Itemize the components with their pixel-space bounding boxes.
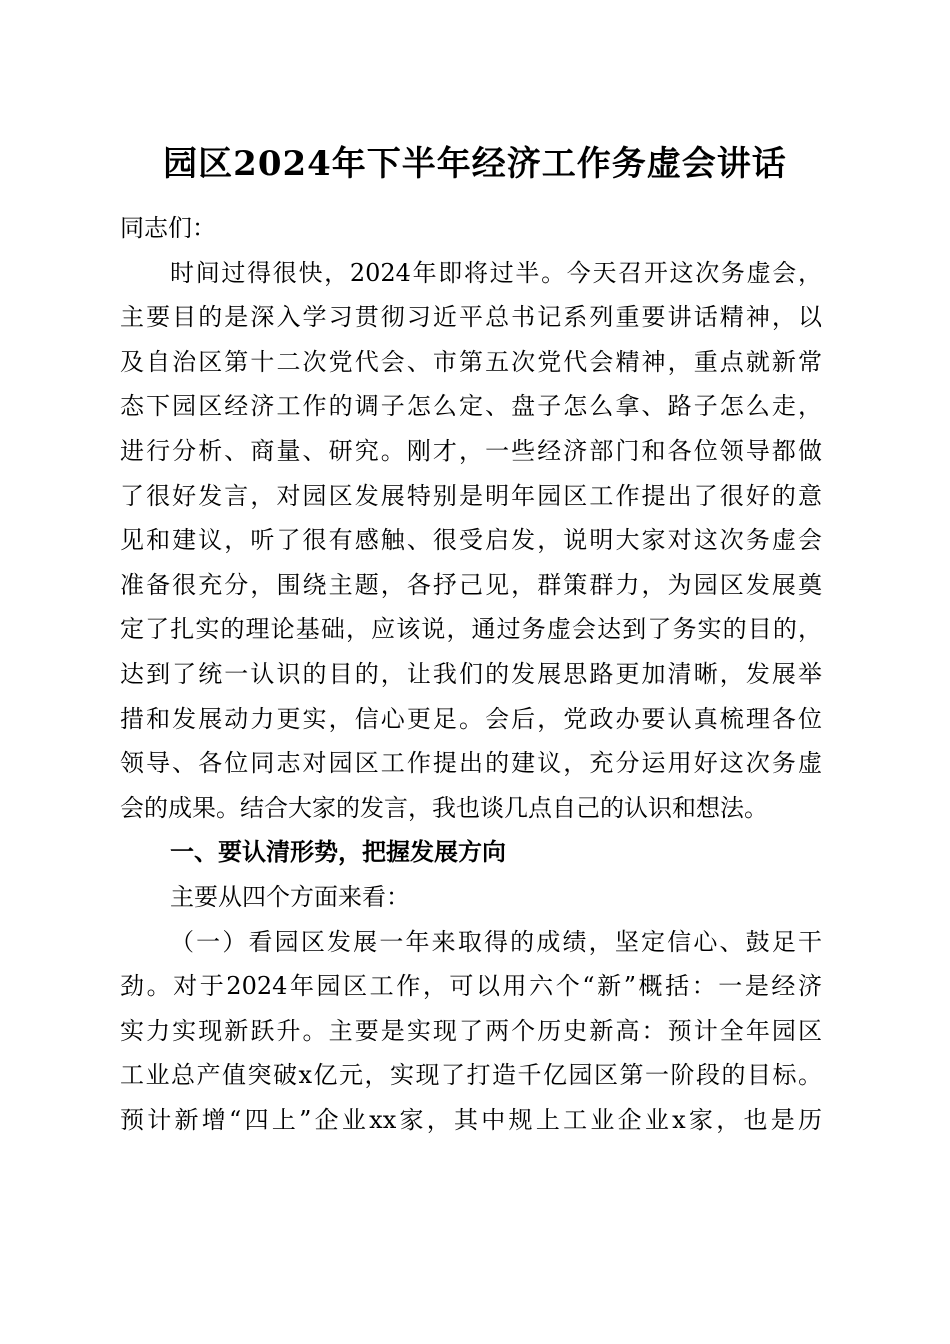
text-line: 劲。对于2024年园区工作，可以用六个“新”概括：一是经济 [120, 972, 822, 1001]
text-line: 定了扎实的理论基础，应该说，通过务虚会达到了务实的目的， [120, 615, 822, 644]
subsection-line: （一）看园区发展一年来取得的成绩，坚定信心、鼓足干 [170, 927, 822, 956]
text-line: 工业总产值突破x亿元，实现了打造千亿园区第一阶段的目标。 [120, 1061, 822, 1090]
salutation: 同志们： [120, 214, 216, 242]
text-line: 主要从四个方面来看： [170, 882, 410, 911]
text-line: 态下园区经济工作的调子怎么定、盘子怎么拿、路子怎么走， [120, 392, 822, 421]
text-line: 实力实现新跃升。主要是实现了两个历史新高：预计全年园区 [120, 1016, 822, 1045]
text-line: 准备很充分，围绕主题，各抒己见，群策群力，为园区发展奠 [120, 570, 822, 599]
text-line: 了很好发言，对园区发展特别是明年园区工作提出了很好的意 [120, 481, 822, 510]
text-line: 及自治区第十二次党代会、市第五次党代会精神，重点就新常 [120, 347, 822, 376]
section-heading: 一、要认清形势，把握发展方向 [170, 837, 506, 867]
text-line: 进行分析、商量、研究。刚才，一些经济部门和各位领导都做 [120, 436, 822, 465]
document-body [120, 206, 822, 1142]
text-line: 措和发展动力更实，信心更足。会后，党政办要认真梳理各位 [120, 704, 822, 733]
text-line: 达到了统一认识的目的，让我们的发展思路更加清晰，发展举 [120, 659, 822, 688]
text-line: 时间过得很快，2024年即将过半。今天召开这次务虚会， [170, 258, 822, 287]
text-line: 见和建议，听了很有感触、很受启发，说明大家对这次务虚会 [120, 526, 822, 555]
text-line: 预计新增“四上”企业xx家，其中规上工业企业x家，也是历 [120, 1105, 822, 1134]
text-line: 主要目的是深入学习贯彻习近平总书记系列重要讲话精神，以 [120, 303, 822, 332]
text-line: 会的成果。结合大家的发言，我也谈几点自己的认识和想法。 [120, 793, 768, 822]
text-line: 领导、各位同志对园区工作提出的建议，充分运用好这次务虚 [120, 749, 822, 778]
document-title: 园区2024年下半年经济工作务虚会讲话 [163, 144, 787, 184]
